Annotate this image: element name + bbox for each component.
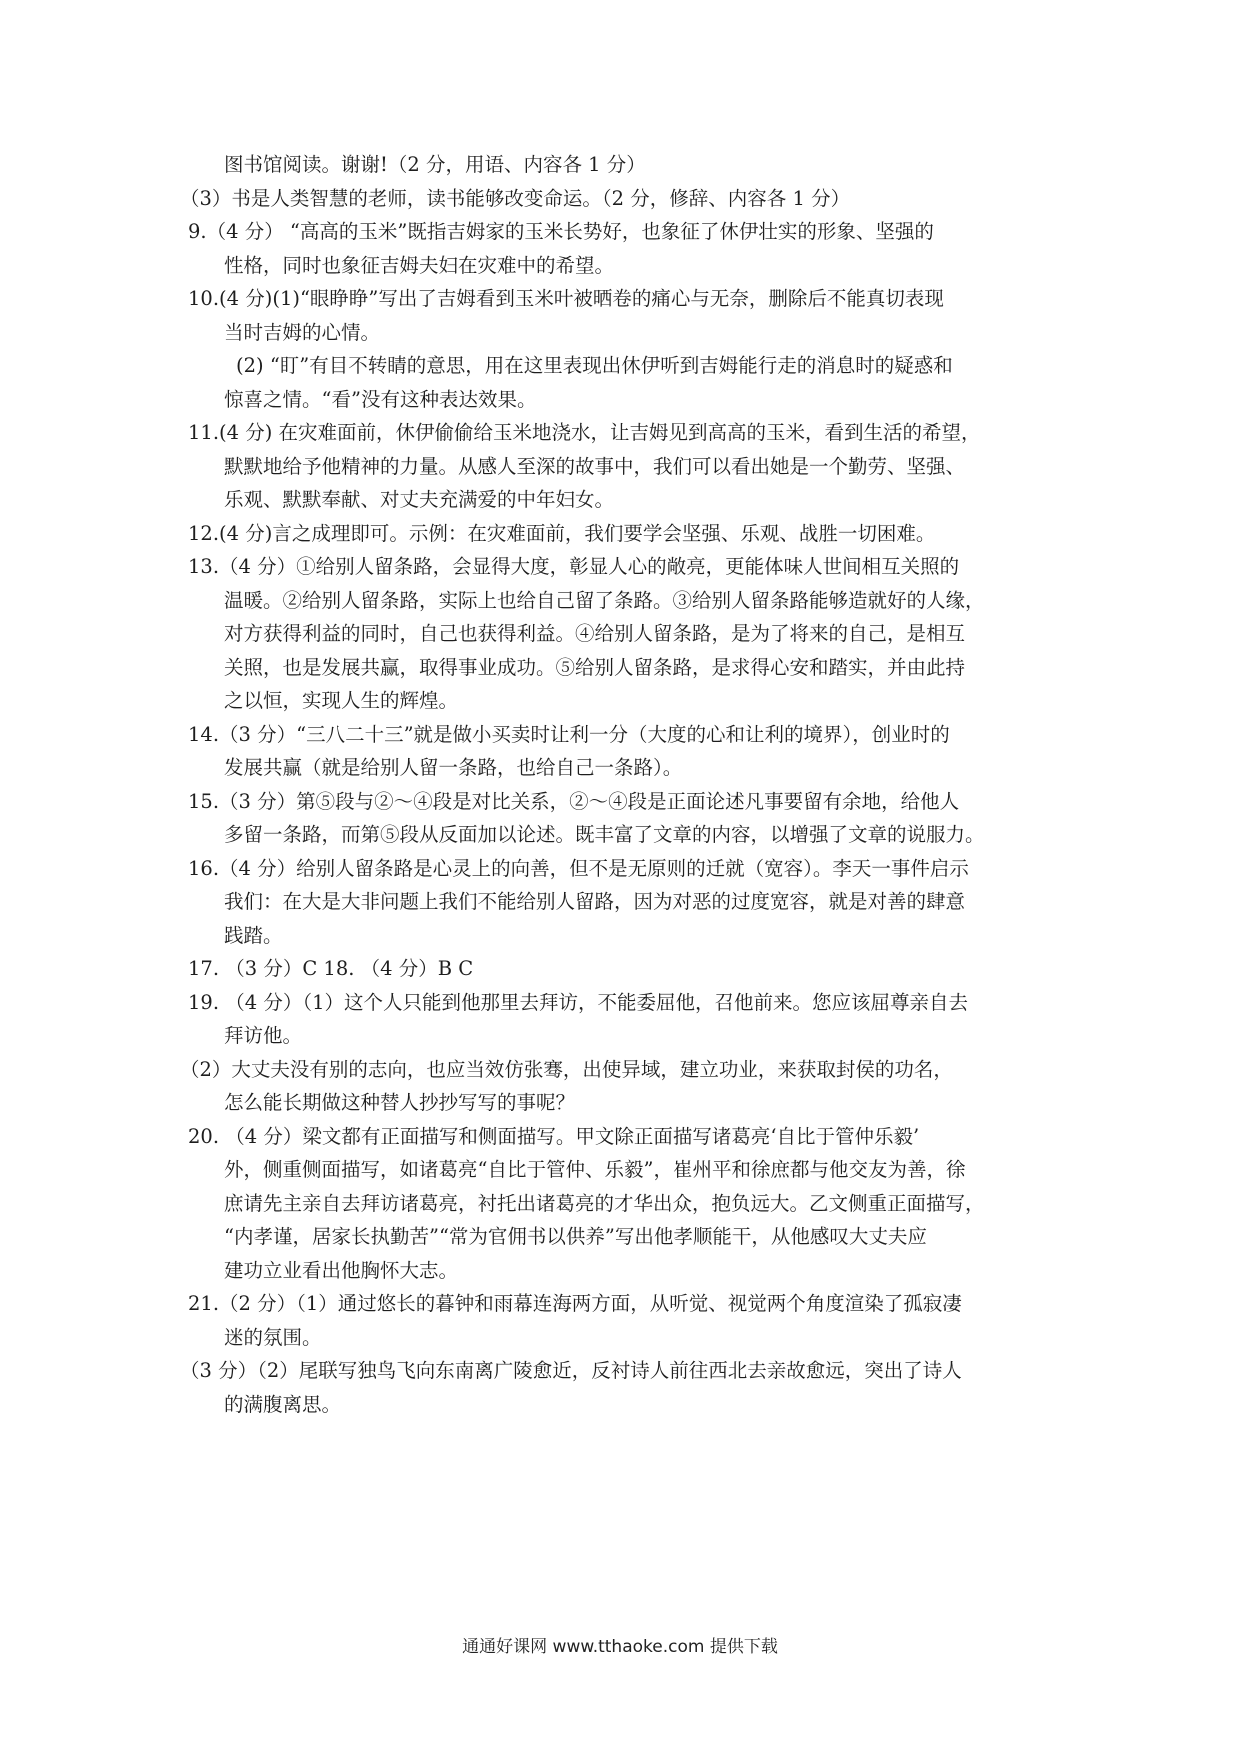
answer-line: 的满腹离思。: [224, 1392, 342, 1416]
answer-line: 15.（3 分）第⑤段与②～④段是对比关系，②～④段是正面论述凡事要留有余地，给他人: [188, 789, 960, 813]
answer-line: 16.（4 分）给别人留条路是心灵上的向善，但不是无原则的迁就（宽容）。李天一事件启示: [188, 856, 969, 880]
answer-line: 20. （4 分）梁文都有正面描写和侧面描写。甲文除正面描写诸葛亮‘自比于管仲乐毅’: [188, 1124, 920, 1148]
answer-line: 14.（3 分）“三八二十三”就是做小买卖时让利一分（大度的心和让利的境界），创业时的: [188, 722, 950, 746]
answer-line: 当时吉姆的心情。: [224, 320, 381, 344]
answer-line: (2) “盯”有目不转睛的意思，用在这里表现出休伊听到吉姆能行走的消息时的疑惑和: [236, 354, 953, 377]
answer-line: 温暖。②给别人留条路，实际上也给自己留了条路。③给别人留条路能够造就好的人缘，: [224, 588, 985, 612]
answer-line: 19. （4 分）（1）这个人只能到他那里去拜访，不能委屈他，召他前来。您应该屈尊亲自去: [188, 990, 968, 1014]
answer-line: 践踏。: [224, 923, 283, 947]
answer-line: 我们：在大是大非问题上我们不能给别人留路，因为对恶的过度宽容，就是对善的肆意: [224, 890, 966, 913]
answer-line: 拜访他。: [224, 1024, 303, 1047]
answer-line: 多留一条路，而第⑤段从反面加以论述。既丰富了文章的内容，以增强了文章的说服力。: [224, 823, 985, 846]
answer-line: 庶请先主亲自去拜访诸葛亮，衬托出诸葛亮的才华出众，抱负远大。乙文侧重正面描写，: [224, 1191, 985, 1215]
answer-line: 11.(4 分) 在灾难面前，休伊偷偷给玉米地浇水，让吉姆见到高高的玉米，看到生活的希望，: [188, 421, 981, 444]
answer-line: （3 分）（2）尾联写独鸟飞向东南离广陵愈近，反衬诗人前往西北去亲故愈远，突出了诗人: [180, 1359, 962, 1382]
answer-line: 惊喜之情。“看”没有这种表达效果。: [224, 387, 537, 411]
answer-line: 13.（4 分）①给别人留条路，会显得大度，彰显人心的敞亮，更能体味人世间相互关照的: [188, 555, 960, 578]
answer-line: 对方获得利益的同时，自己也获得利益。④给别人留条路，是为了将来的自己，是相互: [224, 622, 966, 645]
answer-line: 之以恒，实现人生的辉煌。: [224, 689, 459, 712]
answer-line: 外，侧重侧面描写，如诸葛亮“自比于管仲、乐毅”，崔州平和徐庶都与他交友为善，徐: [224, 1158, 966, 1181]
answer-line: 关照，也是发展共赢，取得事业成功。⑤给别人留条路，是求得心安和踏实，并由此持: [224, 655, 966, 679]
answer-key-body: [180, 148, 1068, 1421]
answer-line: 建功立业看出他胸怀大志。: [224, 1258, 459, 1282]
answer-line: “内孝谨，居家长执勤苦”“常为官佣书以供养”写出他孝顺能干，从他感叹大丈夫应: [224, 1225, 927, 1248]
answer-line: （3）书是人类智慧的老师，读书能够改变命运。（2 分，修辞、内容各 1 分）: [180, 186, 851, 210]
answer-line: 性格，同时也象征吉姆夫妇在灾难中的希望。: [224, 253, 615, 277]
answer-line: 21.（2 分）（1）通过悠长的暮钟和雨幕连海两方面，从听觉、视觉两个角度渲染了孤寂凄: [188, 1292, 962, 1315]
answer-line: （2）大丈夫没有别的志向，也应当效仿张骞，出使异域，建立功业，来获取封侯的功名，: [180, 1057, 953, 1081]
answer-line: 乐观、默默奉献、对丈夫充满爱的中年妇女。: [224, 488, 615, 511]
answer-line: 10.(4 分)(1)“眼睁睁”写出了吉姆看到玉米叶被晒卷的痛心与无奈，删除后不能真切表现: [188, 287, 944, 310]
answer-line: 17. （3 分）C 18. （4 分）B C: [188, 957, 474, 980]
answer-line: 9.（4 分） “高高的玉米”既指吉姆家的玉米长势好，也象征了休伊壮实的形象、坚强的: [188, 220, 934, 243]
answer-line: 12.(4 分)言之成理即可。示例：在灾难面前，我们要学会坚强、乐观、战胜一切困难。: [188, 521, 936, 545]
answer-line: 迷的氛围。: [224, 1325, 322, 1349]
answer-line: 图书馆阅读。谢谢!（2 分，用语、内容各 1 分）: [224, 153, 646, 176]
footer-download-notice: 通通好课网 www.tthaoke.com 提供下载: [462, 1637, 778, 1657]
answer-line: 发展共赢（就是给别人留一条路，也给自己一条路）。: [224, 756, 683, 779]
answer-line: 默默地给予他精神的力量。从感人至深的故事中，我们可以看出她是一个勤劳、坚强、: [224, 454, 966, 478]
answer-line: 怎么能长期做这种替人抄抄写写的事呢？: [224, 1091, 576, 1114]
